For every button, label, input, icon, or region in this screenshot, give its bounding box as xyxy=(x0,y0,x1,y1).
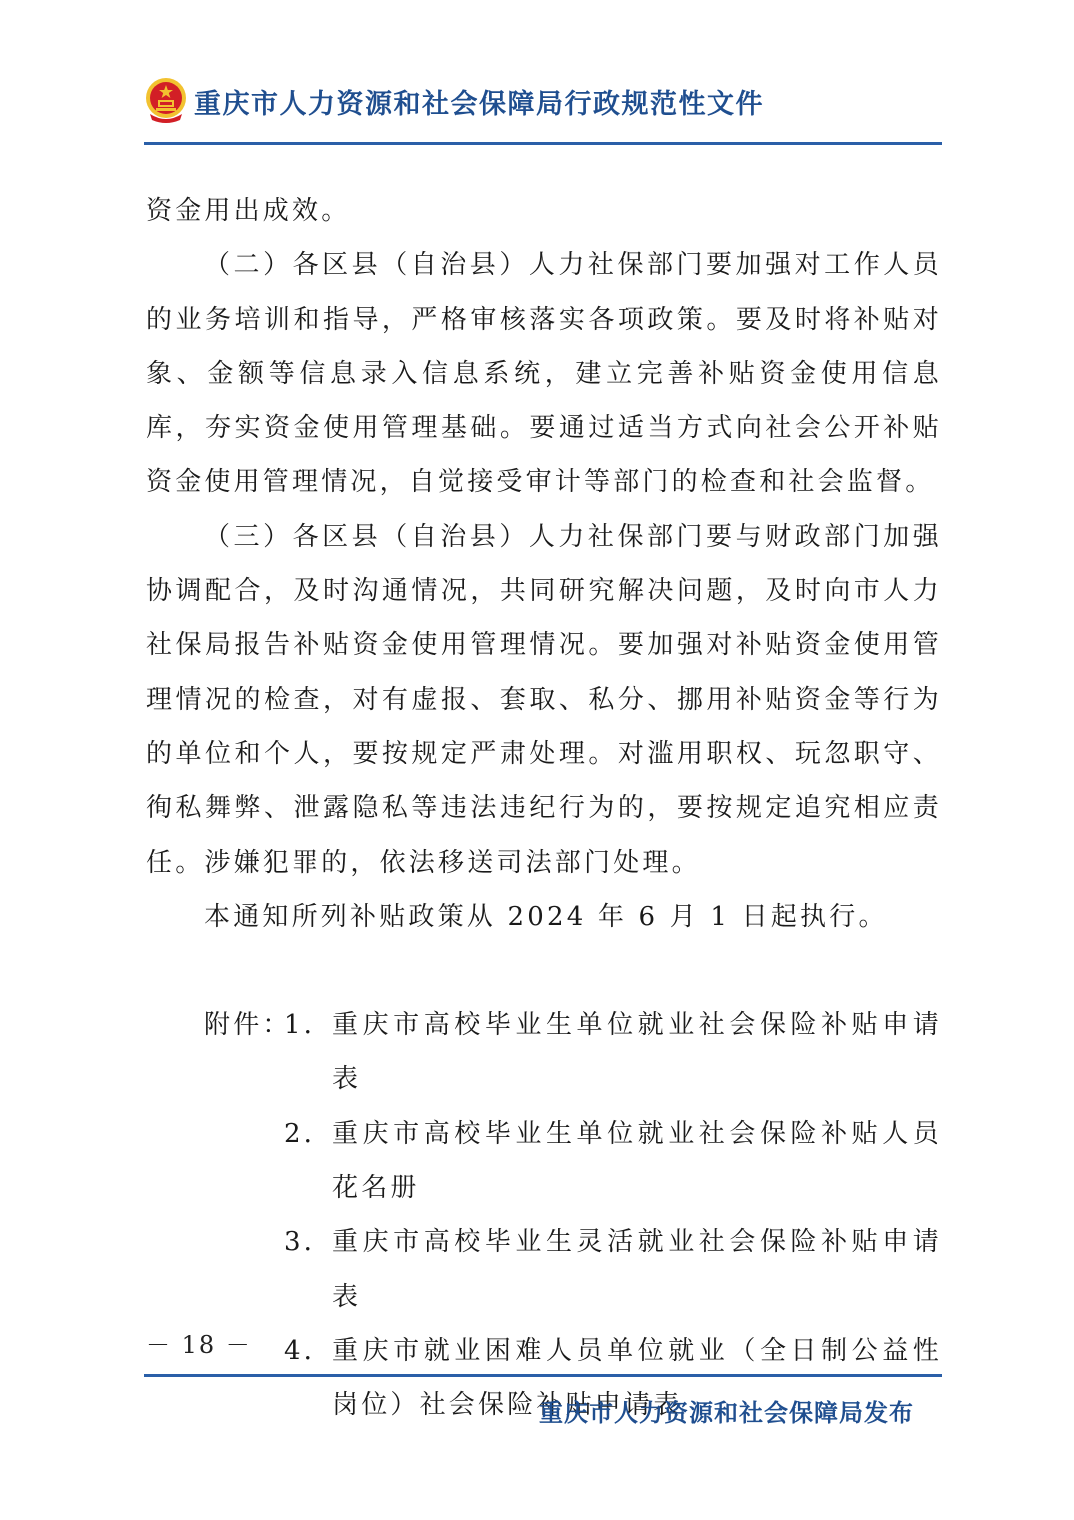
document-header xyxy=(144,74,944,126)
document-series-title: 重庆市人力资源和社会保障局行政规范性文件 xyxy=(194,89,764,120)
document-body xyxy=(146,184,942,1433)
paragraph: 资金用出成效。 xyxy=(146,196,351,226)
attachment-number: 1． xyxy=(284,1010,333,1041)
attachment-title: 重庆市高校毕业生灵活就业社会保险补贴申请表 xyxy=(332,1227,942,1312)
attachment-item xyxy=(146,998,942,1107)
attachment-title: 重庆市高校毕业生单位就业社会保险补贴申请表 xyxy=(332,1010,942,1095)
attachment-label: 附件： xyxy=(204,1010,292,1041)
national-emblem-icon xyxy=(144,76,188,124)
header-divider xyxy=(144,142,942,145)
paragraph: 本通知所列补贴政策从 2024 年 6 月 1 日起执行。 xyxy=(204,901,888,932)
attachment-number: 4． xyxy=(284,1335,333,1366)
paragraph: （二）各区县（自治县）人力社保部门要加强对工作人员的业务培训和指导，严格审核落实各项政策。要及时将补贴对象、金额等信息录入信息系统，建立完善补贴资金使用信息库，夯实资金使用管理基础。要通过适当方式向社会公开补贴资金使用管理情况，自觉接受审计等部门的检查和社会监督。 xyxy=(146,250,942,498)
attachment-item xyxy=(146,1215,942,1324)
attachment-number: 3． xyxy=(284,1227,333,1258)
publisher-footer: 重庆市人力资源和社会保障局发布 xyxy=(539,1399,914,1427)
attachment-title: 重庆市就业困难人员单位就业（全日制公益性岗位）社会保险补贴申请表 xyxy=(332,1335,942,1421)
paragraph: （三）各区县（自治县）人力社保部门要与财政部门加强协调配合，及时沟通情况，共同研究解决问题，及时向市人力社保局报告补贴资金使用管理情况。要加强对补贴资金使用管理情况的检查，对有虚报、套取、私分、挪用补贴资金等行为的单位和个人，要按规定严肃处理。对滥用职权、玩忽职守、徇私舞弊、泄露隐私等违法违纪行为的，要按规定追究相应责任。涉嫌犯罪的，依法移送司法部门处理。 xyxy=(146,521,942,878)
attachment-number: 2． xyxy=(284,1118,333,1149)
attachment-title: 重庆市高校毕业生单位就业社会保险补贴人员花名册 xyxy=(332,1118,942,1204)
page-number: － 18 － xyxy=(146,1331,252,1359)
attachment-list xyxy=(146,998,942,1432)
footer-divider xyxy=(144,1374,942,1377)
attachment-item xyxy=(146,1107,942,1216)
blank-line xyxy=(146,944,942,998)
